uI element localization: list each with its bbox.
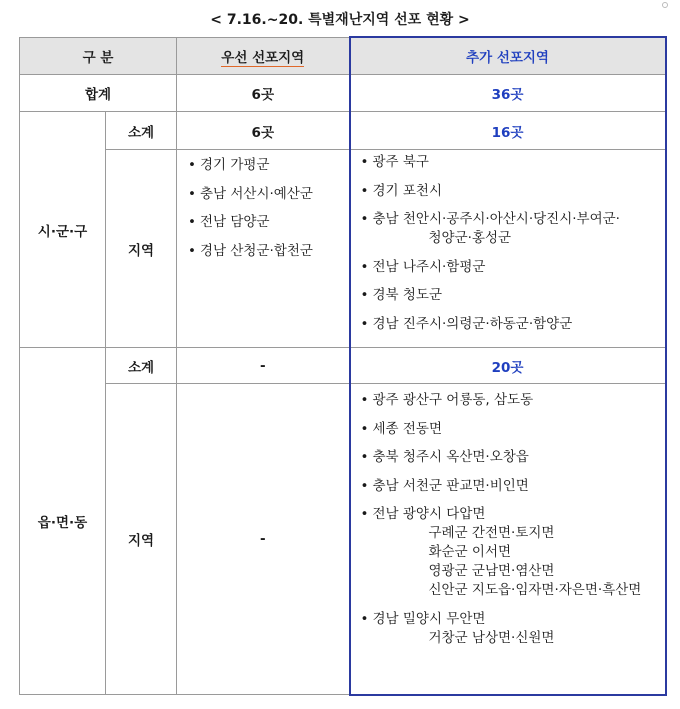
header-priority: 우선 선포지역 xyxy=(177,37,350,75)
region-item xyxy=(358,477,665,496)
region-item-text: • 광주 북구 xyxy=(372,154,429,170)
region-item xyxy=(185,156,349,175)
emd-subtotal-row xyxy=(20,348,666,384)
emd-subtotal-additional: 20곳 xyxy=(350,348,666,384)
region-item xyxy=(358,420,665,439)
sigungu-subtotal-label: 소계 xyxy=(106,112,177,150)
total-row xyxy=(20,75,666,112)
region-item xyxy=(185,185,349,204)
sigungu-region-label: 지역 xyxy=(106,150,177,348)
region-item-text: • 전남 나주시·함평군 xyxy=(372,258,486,275)
header-category: 구 분 xyxy=(20,37,177,75)
emd-region-label: 지역 xyxy=(106,384,177,695)
region-item-text: • 경남 밀양시 무안면 xyxy=(372,610,486,627)
sigungu-region-row xyxy=(20,150,666,348)
sigungu-additional-regions xyxy=(350,150,666,348)
table-title: < 7.16.~20. 특별재난지역 선포 현황 > xyxy=(210,12,470,28)
emd-label: 읍·면·동 xyxy=(20,348,106,695)
region-item-text: • 세종 전동면 xyxy=(372,420,443,437)
region-item xyxy=(358,391,665,410)
sigungu-additional-list xyxy=(351,150,665,334)
region-item-text: • 경남 진주시·의령군·하동군·함양군 xyxy=(372,315,573,332)
region-item xyxy=(358,505,665,600)
emd-region-row xyxy=(20,384,666,695)
region-item-continuation: 청양군·홍성군 xyxy=(428,230,512,246)
region-item xyxy=(358,182,665,201)
total-additional: 36곳 xyxy=(350,75,666,112)
sigungu-subtotal-row xyxy=(20,112,666,150)
region-item-text: • 경북 청도군 xyxy=(372,287,443,303)
emd-priority-regions: - xyxy=(177,384,350,695)
total-label: 합계 xyxy=(20,75,177,112)
region-item xyxy=(358,286,665,305)
sigungu-priority-regions xyxy=(177,150,350,348)
header-row xyxy=(20,37,666,75)
sigungu-subtotal-additional: 16곳 xyxy=(350,112,666,150)
region-item-text: • 전남 광양시 다압면 xyxy=(372,506,486,522)
emd-additional-list xyxy=(351,384,665,648)
emd-subtotal-priority: - xyxy=(177,348,350,384)
region-item xyxy=(358,153,665,172)
region-item-text: • 경남 산청군·합천군 xyxy=(200,242,313,259)
region-item-text: • 충남 서천군 판교면·비인면 xyxy=(372,477,529,494)
region-item xyxy=(358,210,665,248)
region-item-continuation: 화순군 이서면 xyxy=(428,544,512,560)
region-item xyxy=(358,315,665,334)
region-item-text: • 광주 광산구 어룡동, 삼도동 xyxy=(372,392,534,408)
header-additional: 추가 선포지역 xyxy=(350,37,666,75)
sigungu-priority-list xyxy=(177,150,349,261)
region-item xyxy=(358,448,665,467)
region-item xyxy=(185,213,349,232)
region-item-text: • 경기 가평군 xyxy=(200,157,270,173)
region-item-continuation: 구례군 간전면·토지면 xyxy=(428,525,555,541)
region-item-text: • 전남 담양군 xyxy=(200,214,270,230)
region-item-continuation: 신안군 지도읍·임자면·자은면·흑산면 xyxy=(428,582,642,598)
region-item-text: • 경기 포천시 xyxy=(372,182,443,199)
emd-subtotal-label: 소계 xyxy=(106,348,177,384)
total-priority: 6곳 xyxy=(177,75,350,112)
region-item-continuation: 거창군 남상면·신원면 xyxy=(428,629,555,646)
region-item xyxy=(358,610,665,648)
emd-additional-regions xyxy=(350,384,666,695)
region-item-text: • 충남 서산시·예산군 xyxy=(200,185,313,202)
region-item xyxy=(358,258,665,277)
region-item-text: • 충남 천안시·공주시·아산시·당진시·부여군· xyxy=(372,211,620,227)
region-item-continuation: 영광군 군남면·염산면 xyxy=(428,563,555,579)
region-item-text: • 충북 청주시 옥산면·오창읍 xyxy=(372,449,529,465)
region-item xyxy=(185,242,349,261)
sigungu-label: 시·군·구 xyxy=(20,112,106,348)
corner-mark xyxy=(662,2,668,8)
disaster-area-table xyxy=(19,36,667,696)
sigungu-subtotal-priority: 6곳 xyxy=(177,112,350,150)
